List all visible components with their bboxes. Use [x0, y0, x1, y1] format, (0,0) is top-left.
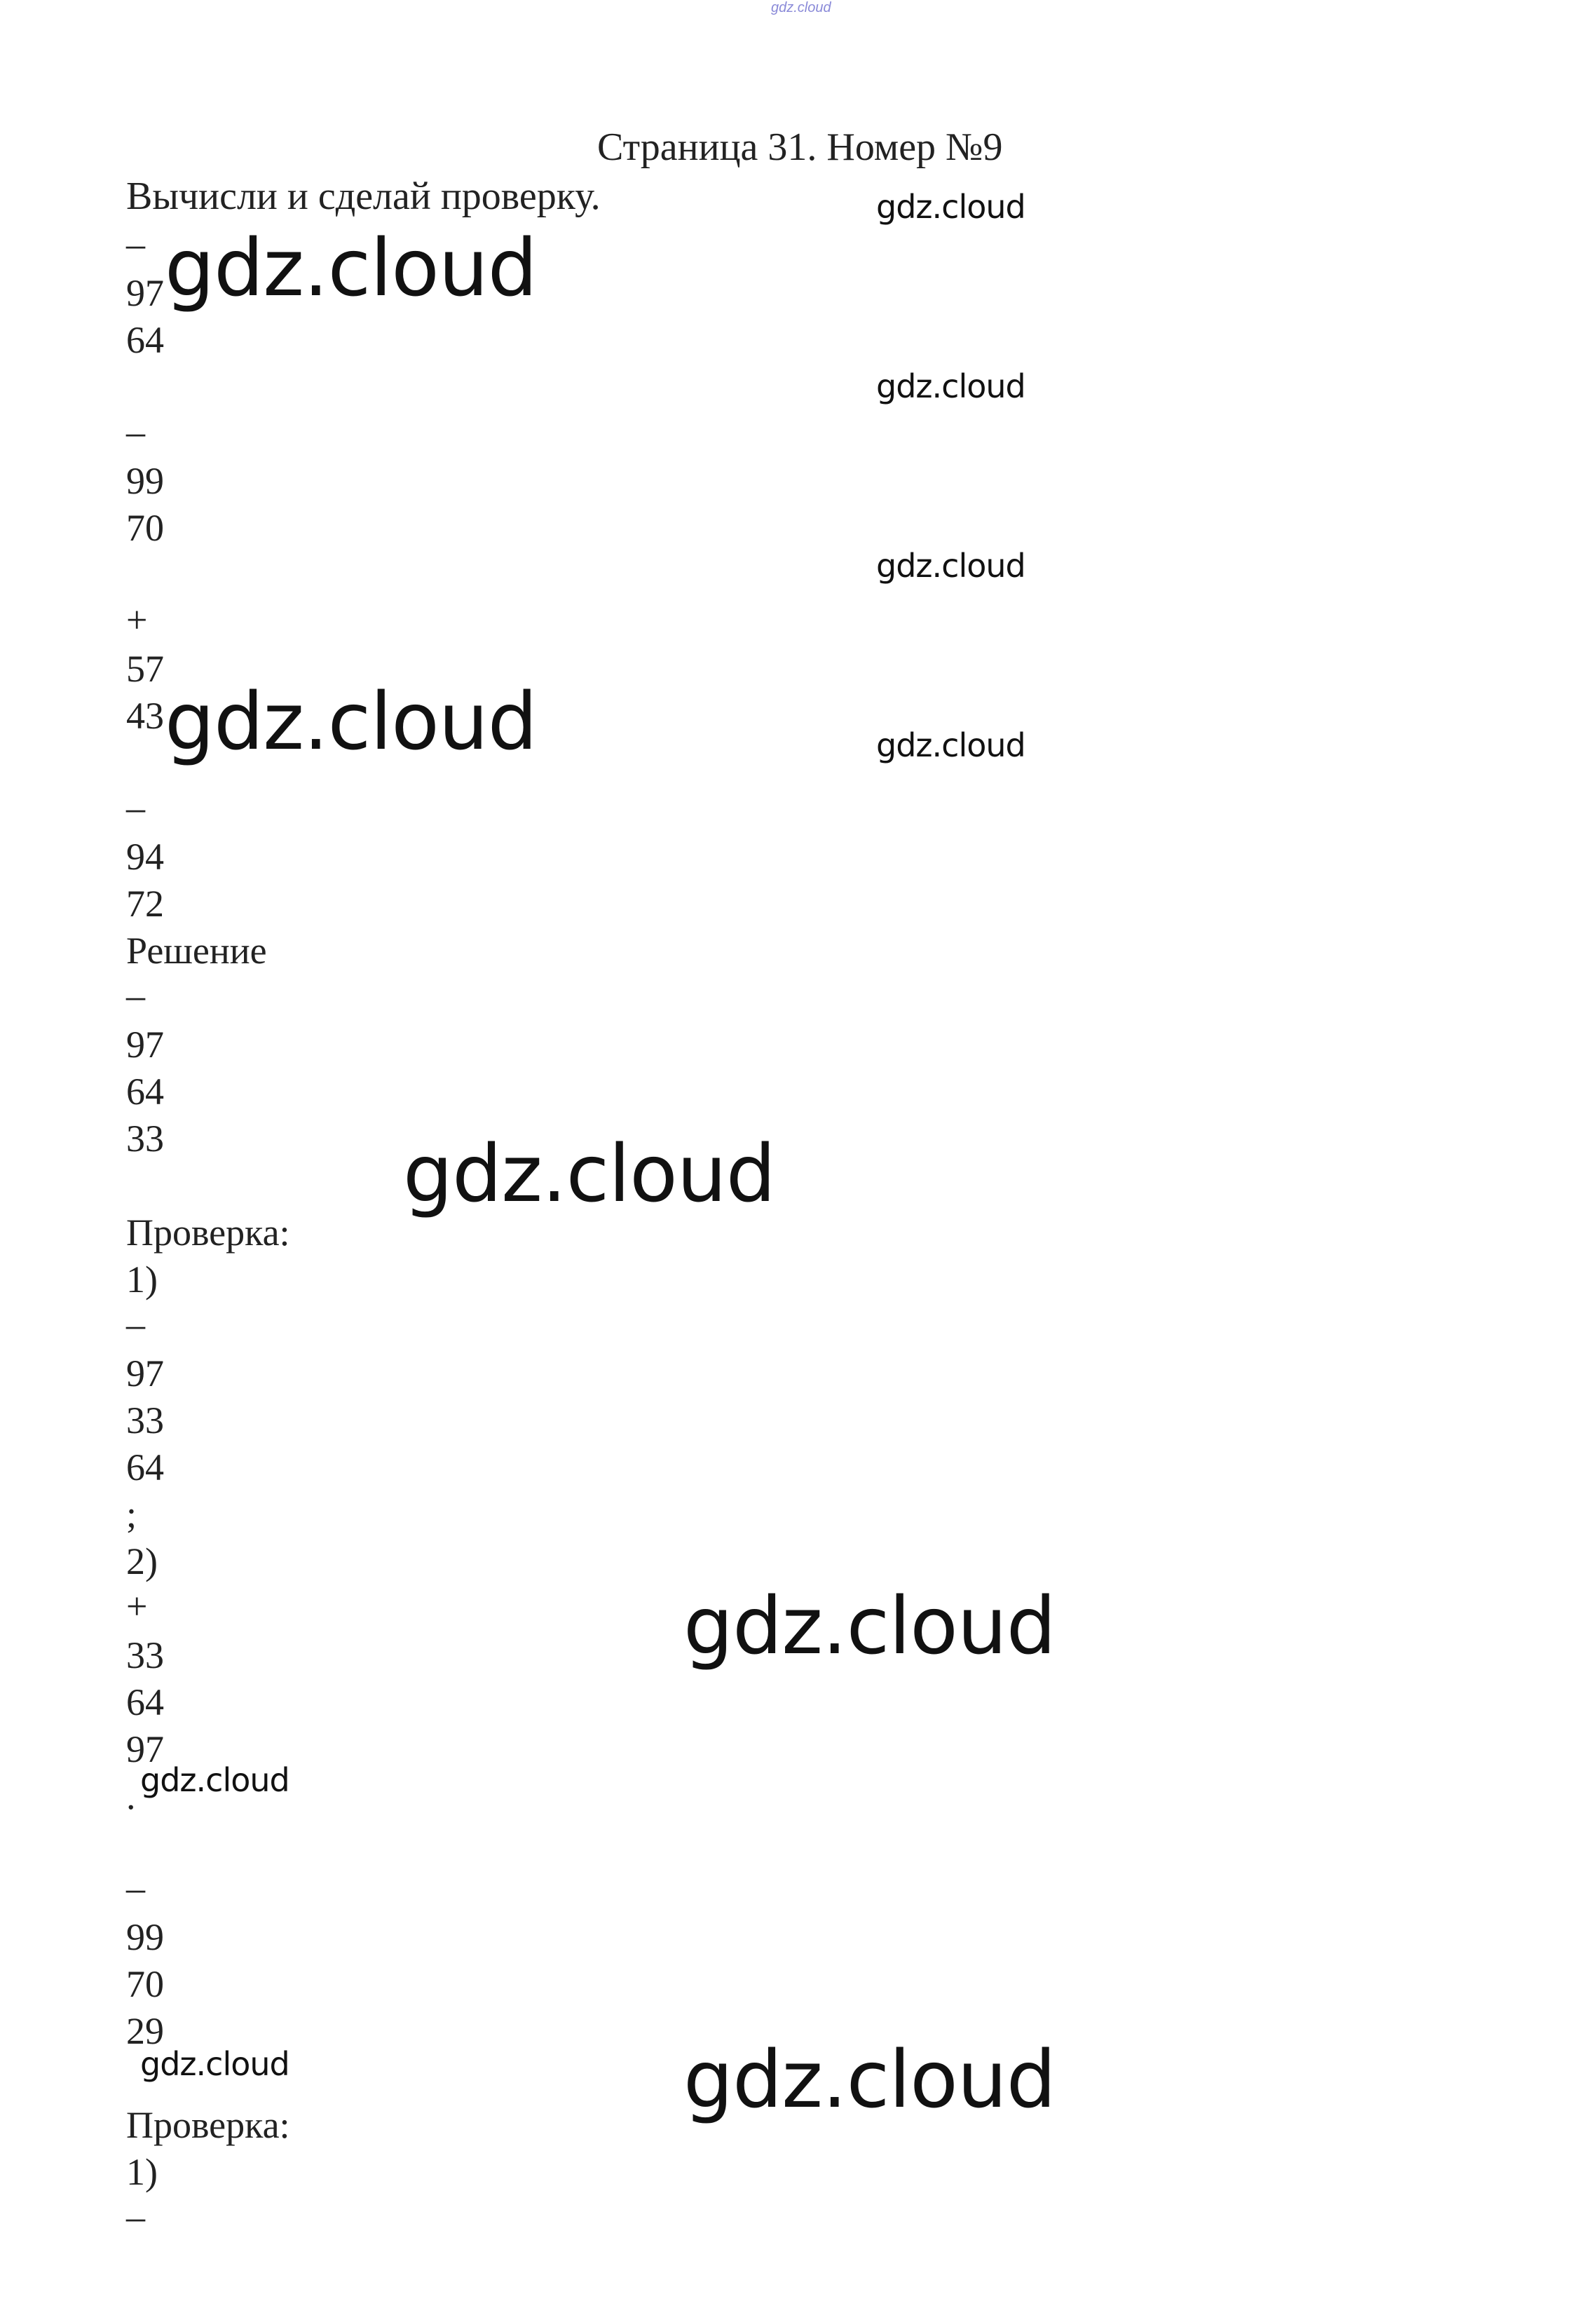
solution-lines — [126, 223, 290, 2243]
top-watermark: gdz.cloud — [771, 0, 831, 15]
text-line: – — [126, 787, 145, 829]
text-line: 97 — [126, 1728, 164, 1770]
text-line: – — [126, 1303, 145, 1345]
text-line: 97 — [126, 272, 164, 314]
watermark: gdz.cloud — [876, 547, 1025, 585]
task-text: Вычисли и сделай проверку. — [126, 175, 601, 218]
text-line: – — [126, 411, 145, 453]
text-line: + — [126, 599, 148, 641]
text-line: – — [126, 1867, 145, 1909]
watermark: gdz.cloud — [876, 367, 1025, 405]
page-heading: Страница 31. Номер №9 — [597, 125, 1003, 169]
text-line: ; — [126, 1493, 137, 1535]
watermark: gdz.cloud — [876, 188, 1025, 226]
text-line: 29 — [126, 2010, 164, 2052]
text-line: 1) — [126, 1258, 158, 1301]
text-line: 72 — [126, 883, 164, 925]
text-line: 97 — [126, 1352, 164, 1394]
text-line — [126, 1162, 290, 1209]
text-line: 1) — [126, 2151, 158, 2193]
watermark: gdz.cloud — [140, 2045, 289, 2083]
text-line: 33 — [126, 1634, 164, 1676]
text-line: 33 — [126, 1118, 164, 1160]
text-line: . — [126, 1775, 136, 1817]
text-line — [126, 552, 290, 599]
text-line: 99 — [126, 460, 164, 502]
watermark: gdz.cloud — [403, 1129, 775, 1220]
text-line: 64 — [126, 1446, 164, 1488]
text-line: Решение — [126, 930, 267, 972]
text-line: – — [126, 975, 145, 1017]
text-line: 64 — [126, 1071, 164, 1113]
text-line — [126, 1820, 290, 1867]
text-line: Проверка: — [126, 1211, 290, 1254]
watermark: gdz.cloud — [140, 1761, 289, 1799]
text-line: 64 — [126, 1681, 164, 1723]
watermark: gdz.cloud — [683, 2035, 1056, 2126]
watermark: gdz.cloud — [165, 677, 537, 768]
text-line: 57 — [126, 648, 164, 690]
watermark: gdz.cloud — [165, 223, 537, 314]
text-line — [126, 364, 290, 411]
text-line: 70 — [126, 507, 164, 549]
text-line: 70 — [126, 1963, 164, 2005]
text-line: + — [126, 1585, 148, 1627]
text-line: – — [126, 223, 145, 265]
watermark: gdz.cloud — [683, 1581, 1056, 1672]
text-line: 2) — [126, 1540, 158, 1582]
watermark: gdz.cloud — [876, 726, 1025, 764]
text-line: 94 — [126, 836, 164, 878]
text-line: Проверка: — [126, 2104, 290, 2146]
text-line: 64 — [126, 319, 164, 361]
text-line: 97 — [126, 1024, 164, 1066]
text-line: 43 — [126, 695, 164, 737]
text-line: 33 — [126, 1399, 164, 1441]
text-line: – — [126, 2196, 145, 2238]
text-line: 99 — [126, 1916, 164, 1958]
